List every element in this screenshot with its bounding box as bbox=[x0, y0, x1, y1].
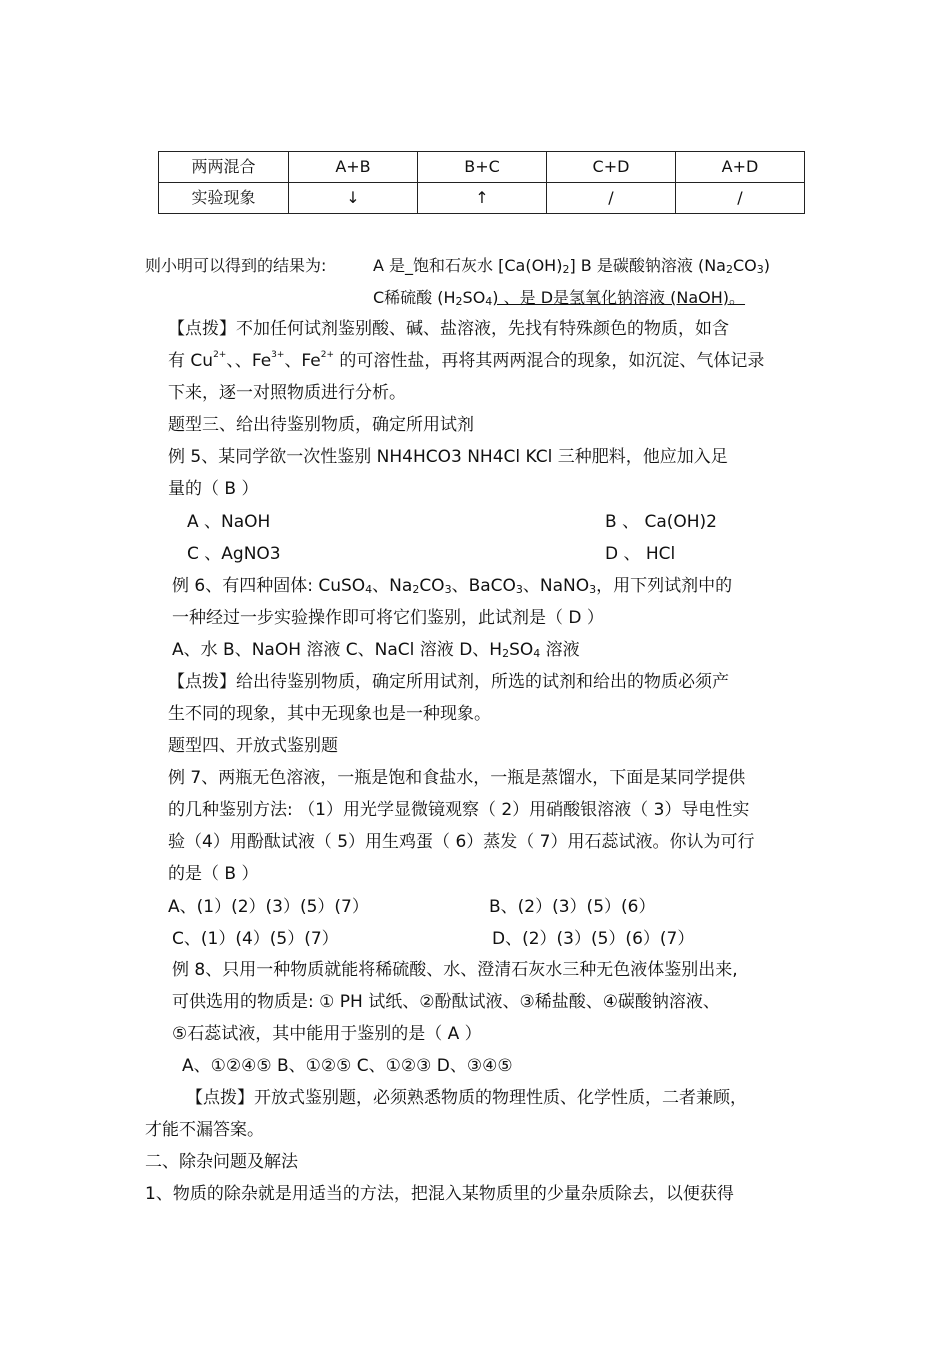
result-b-tail: CO bbox=[732, 256, 757, 275]
subscript: 3 bbox=[515, 583, 523, 596]
ex6-options-text: A、水 B、NaOH 溶液 C、NaCl 溶液 D、H bbox=[172, 640, 503, 660]
table-cell: C+D bbox=[547, 152, 676, 183]
superscript: 2+ bbox=[213, 350, 227, 360]
subscript: 3 bbox=[444, 583, 452, 596]
subscript: 2 bbox=[502, 647, 510, 660]
result-a-text: A 是_饱和石灰水 [Ca(OH) bbox=[373, 256, 563, 275]
type3-title: 题型三、给出待鉴别物质，确定所用试剂 bbox=[168, 415, 474, 435]
table-cell: ↓ bbox=[289, 183, 418, 214]
ex6-text: 、NaNO bbox=[522, 576, 590, 596]
table-row bbox=[159, 183, 805, 214]
tip2-line2: 生不同的现象，其中无现象也是一种现象。 bbox=[168, 704, 491, 724]
ex5-option-d: D 、 HCl bbox=[605, 544, 676, 564]
table-cell: A+B bbox=[289, 152, 418, 183]
result-b-close: ) bbox=[763, 256, 770, 275]
tip1-l2-c: 、Fe bbox=[284, 351, 321, 371]
result-lead: 则小明可以得到的结果为: bbox=[145, 256, 327, 275]
superscript: 3+ bbox=[271, 350, 285, 360]
mixing-results-table bbox=[158, 151, 805, 214]
ex7-line2: 的几种鉴别方法: （1）用光学显微镜观察（ 2）用硝酸银溶液（ 3）导电性实 bbox=[168, 800, 750, 820]
subscript: 2 bbox=[455, 295, 463, 308]
ex6-text: CO bbox=[419, 576, 445, 596]
subscript: 4 bbox=[485, 295, 493, 308]
ex6-options bbox=[172, 639, 580, 661]
result-c-close: ) 、是 D是氢氧化钠溶液 (NaOH) bbox=[492, 288, 730, 307]
result-c-line bbox=[373, 287, 745, 309]
tip1-l2-a: 有 Cu bbox=[168, 351, 214, 371]
ex6-line2: 一种经过一步实验操作即可将它们鉴别，此试剂是（ D ） bbox=[172, 608, 604, 628]
ex6-line1 bbox=[172, 575, 732, 597]
subscript: 4 bbox=[533, 647, 541, 660]
ex6-text: 例 6、有四种固体: CuSO bbox=[172, 576, 366, 596]
ex7-line1: 例 7、两瓶无色溶液，一瓶是饱和食盐水，一瓶是蒸馏水，下面是某同学提供 bbox=[168, 768, 746, 788]
result-c-text: C稀硫酸 (H bbox=[373, 288, 456, 307]
table-header-row bbox=[159, 152, 805, 183]
ex6-options-text: 溶液 bbox=[540, 640, 580, 660]
ex6-text: 、BaCO bbox=[451, 576, 516, 596]
ex7-option-d: D、(2）(3）(5）(6）(7） bbox=[492, 929, 695, 949]
result-c-end: 。 bbox=[729, 288, 746, 307]
result-a-close: ] bbox=[569, 256, 576, 275]
ex6-text: ，用下列试剂中的 bbox=[596, 576, 733, 596]
tip1-line2 bbox=[168, 350, 764, 372]
tip3-line2: 才能不漏答案。 bbox=[145, 1120, 264, 1140]
ex5-option-c: C 、AgNO3 bbox=[187, 544, 281, 564]
ex7-option-a: A、(1）(2）(3）(5）(7） bbox=[168, 897, 369, 917]
section2-title: 二、除杂问题及解法 bbox=[145, 1152, 298, 1172]
ex5-option-b: B 、 Ca(OH)2 bbox=[605, 512, 718, 532]
ex8-line3: ⑤石蕊试液，其中能用于鉴别的是（ A ） bbox=[172, 1024, 482, 1044]
table-cell: 实验现象 bbox=[159, 183, 289, 214]
ex8-line2: 可供选用的物质是: ① PH 试纸、②酚酞试液、③稀盐酸、④碳酸钠溶液、 bbox=[172, 992, 720, 1012]
table-cell: 两两混合 bbox=[159, 152, 289, 183]
ex5-line1: 例 5、某同学欲一次性鉴别 NH4HCO3 NH4Cl KCl 三种肥料，他应加入足 bbox=[168, 447, 728, 467]
ex7-option-c: C、(1）(4）(5）(7） bbox=[172, 929, 339, 949]
subscript: 2 bbox=[725, 263, 733, 276]
tip1-l2-b: 、、Fe bbox=[226, 351, 272, 371]
subscript: 4 bbox=[365, 583, 373, 596]
ex6-text: 、Na bbox=[372, 576, 413, 596]
subscript: 3 bbox=[756, 263, 764, 276]
table-cell: A+D bbox=[676, 152, 805, 183]
subscript: 3 bbox=[589, 583, 597, 596]
result-b-text: B 是碳酸钠溶液 (Na bbox=[580, 256, 726, 275]
result-c-tail: SO bbox=[462, 288, 486, 307]
ex5-option-a: A 、NaOH bbox=[187, 512, 271, 532]
tip3-line1: 【点拨】开放式鉴别题，必须熟悉物质的物理性质、化学性质，二者兼顾， bbox=[186, 1088, 747, 1108]
tip1-line1: 【点拨】不加任何试剂鉴别酸、碱、盐溶液，先找有特殊颜色的物质，如含 bbox=[168, 319, 729, 339]
subscript: 2 bbox=[412, 583, 420, 596]
table-cell: / bbox=[547, 183, 676, 214]
ex7-line4: 的是（ B ） bbox=[168, 864, 259, 884]
ex8-line1: 例 8、只用一种物质就能将稀硫酸、水、澄清石灰水三种无色液体鉴别出来, bbox=[172, 960, 738, 980]
ex7-line3: 验（4）用酚酞试液（ 5）用生鸡蛋（ 6）蒸发（ 7）用石蕊试液。你认为可行 bbox=[168, 832, 755, 852]
result-a-line bbox=[373, 255, 770, 277]
ex7-option-b: B、(2）(3）(5）(6） bbox=[489, 897, 656, 917]
tip1-l2-d: 的可溶性盐，再将其两两混合的现象，如沉淀、气体记录 bbox=[334, 351, 765, 371]
table-cell: B+C bbox=[418, 152, 547, 183]
ex6-options-text: SO bbox=[509, 640, 534, 660]
section2-line1: 1、物质的除杂就是用适当的方法，把混入某物质里的少量杂质除去，以便获得 bbox=[145, 1184, 734, 1204]
tip2-line1: 【点拨】给出待鉴别物质，确定所用试剂，所选的试剂和给出的物质必须产 bbox=[168, 672, 729, 692]
ex8-options: A、①②④⑤ B、①②⑤ C、①②③ D、③④⑤ bbox=[182, 1056, 513, 1076]
table-cell: / bbox=[676, 183, 805, 214]
type4-title: 题型四、开放式鉴别题 bbox=[168, 736, 338, 756]
subscript: 2 bbox=[562, 263, 570, 276]
ex5-line2: 量的（ B ） bbox=[168, 479, 259, 499]
superscript: 2+ bbox=[320, 350, 335, 360]
table-cell: ↑ bbox=[418, 183, 547, 214]
tip1-line3: 下来，逐一对照物质进行分析。 bbox=[168, 383, 406, 403]
